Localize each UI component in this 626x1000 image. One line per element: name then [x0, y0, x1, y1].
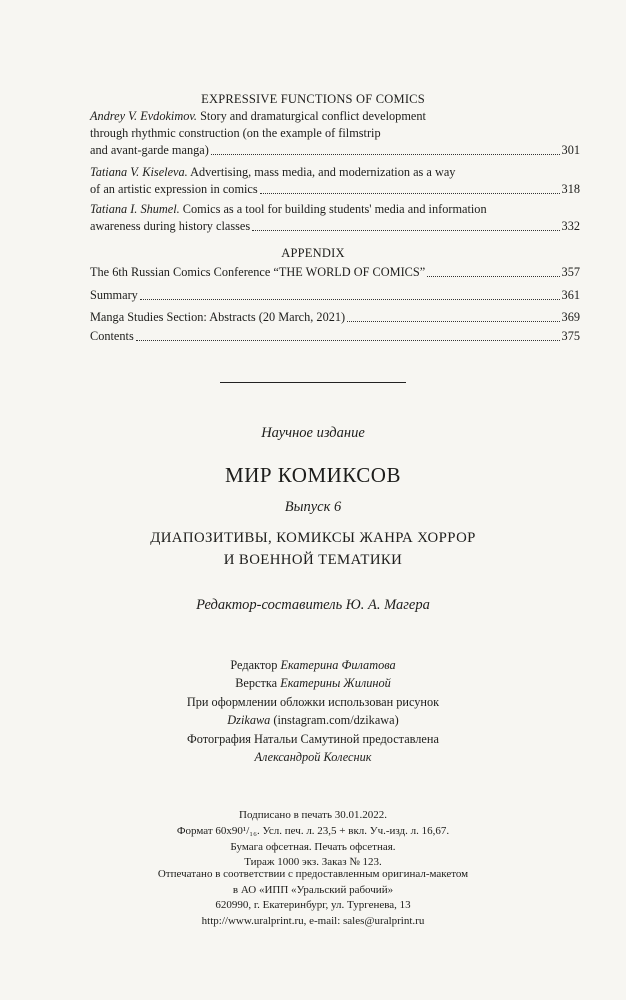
dot-leader: [427, 276, 559, 277]
toc-entry-line: [90, 201, 580, 218]
toc-title-part: awareness during history classes: [90, 219, 251, 233]
dot-leader: [140, 299, 560, 300]
toc-title-part: of an artistic expression in comics: [90, 182, 258, 196]
toc-entry-last-line: [90, 309, 580, 326]
toc-entry-kiseleva: [90, 164, 580, 198]
toc-title: Summary: [90, 288, 138, 302]
toc-author: Andrey V. Evdokimov.: [90, 109, 197, 123]
credit-cover-line: При оформлении обложки использован рисунок: [186, 694, 440, 709]
toc-author: Tatiana I. Shumel.: [90, 202, 180, 216]
credits-block: [0, 656, 626, 766]
credit-name: Александрой Колесник: [254, 750, 372, 765]
dot-leader: [252, 230, 559, 231]
printing-signed: Подписано в печать 30.01.2022.: [239, 809, 387, 821]
credit-name: Екатерина Филатова: [280, 658, 396, 672]
credit-label: Верстка: [235, 676, 281, 691]
toc-entry-last-line: [90, 218, 580, 235]
printer-address: 620990, г. Екатеринбург, ул. Тургенева, 13: [215, 899, 411, 912]
publication-type: Научное издание: [261, 425, 365, 441]
toc-page-number: 318: [561, 182, 580, 196]
toc-page-number: 357: [561, 265, 580, 279]
toc-page-number: 332: [561, 219, 580, 233]
credit-layout: [0, 674, 626, 692]
credit-source: (instagram.com/dzikawa): [270, 713, 399, 728]
toc-author: Tatiana V. Kiseleva.: [90, 165, 188, 179]
dot-leader: [347, 321, 559, 322]
dot-leader: [260, 193, 560, 194]
dot-leader: [211, 154, 560, 155]
editor-compiler: Редактор-составитель Ю. А. Магера: [196, 597, 430, 613]
toc-entry-summary: [90, 287, 580, 304]
toc-title-part: Comics as a tool for building students' media and information: [179, 202, 487, 216]
section-heading-expressive-functions: EXPRESSIVE FUNCTIONS OF COMICS: [201, 92, 425, 106]
toc-entry-evdokimov: [90, 108, 580, 159]
toc-page-number: 375: [561, 329, 580, 343]
toc-page-number: 361: [561, 288, 580, 302]
toc-entry-last-line: [90, 328, 580, 345]
printer-info: [0, 867, 626, 929]
toc-title-part: and avant-garde manga): [90, 143, 209, 157]
toc-entry-contents: [90, 328, 580, 345]
section-divider: [220, 382, 406, 383]
subtitle-line: И ВОЕННОЙ ТЕМАТИКИ: [223, 552, 403, 568]
issue-number: Выпуск 6: [284, 499, 342, 515]
toc-title: The 6th Russian Comics Conference “THE WORLD OF COMICS”: [90, 265, 426, 279]
toc-page-number: 369: [561, 310, 580, 324]
credit-cover-artist: [0, 711, 626, 729]
toc-entry-last-line: [90, 181, 580, 198]
toc-page-number: 301: [561, 143, 580, 157]
toc-entry-last-line: [90, 142, 580, 159]
credit-name: Екатерины Жилиной: [280, 676, 391, 691]
printing-paper: Бумага офсетная. Печать офсетная.: [230, 840, 396, 853]
toc-entry-last-line: [90, 287, 580, 304]
section-heading-appendix: APPENDIX: [281, 246, 345, 260]
printer-line: в АО «ИПП «Уральский рабочий»: [232, 883, 394, 896]
credit-photo-line: Фотография Натальи Самутиной предоставлена: [187, 731, 439, 746]
toc-entry-manga-abstracts: [90, 309, 580, 326]
printing-format: Формат 60х90¹/₁₆. Усл. печ. л. 23,5 + вкл. Уч.-изд. л. 16,67.: [176, 824, 450, 837]
subtitle-line: ДИАПОЗИТИВЫ, КОМИКСЫ ЖАНРА ХОРРОР: [150, 530, 476, 546]
printing-details: [0, 808, 626, 871]
toc-entry-line: [90, 164, 580, 181]
toc-title: Manga Studies Section: Abstracts (20 March, 2021): [90, 310, 346, 324]
credit-editor: [0, 656, 626, 674]
printer-contacts: http://www.uralprint.ru, e-mail: sales@uralprint.ru: [201, 914, 425, 927]
book-subtitle: [0, 527, 626, 571]
book-title: МИР КОМИКСОВ: [225, 463, 401, 487]
dot-leader: [136, 340, 560, 341]
toc-title-part: Story and dramaturgical conflict development: [197, 109, 426, 123]
credit-label: Редактор: [230, 658, 281, 672]
credit-photo-by: [0, 748, 626, 766]
printing-run: Тираж 1000 экз. Заказ № 123.: [244, 856, 382, 869]
printer-line: Отпечатано в соответствии с предоставленным оригинал-макетом: [157, 868, 469, 880]
credit-name: Dzikawa: [227, 713, 271, 728]
toc-entry-last-line: [90, 264, 580, 281]
toc-entry-line: through rhythmic construction (on the example of filmstrip: [90, 126, 381, 140]
toc-entry-shumel: [90, 201, 580, 235]
toc-title-part: Advertising, mass media, and modernization as a way: [187, 165, 456, 179]
toc-title: Contents: [90, 329, 134, 343]
toc-entry-line: [90, 108, 580, 125]
toc-entry-appendix: [90, 264, 580, 281]
